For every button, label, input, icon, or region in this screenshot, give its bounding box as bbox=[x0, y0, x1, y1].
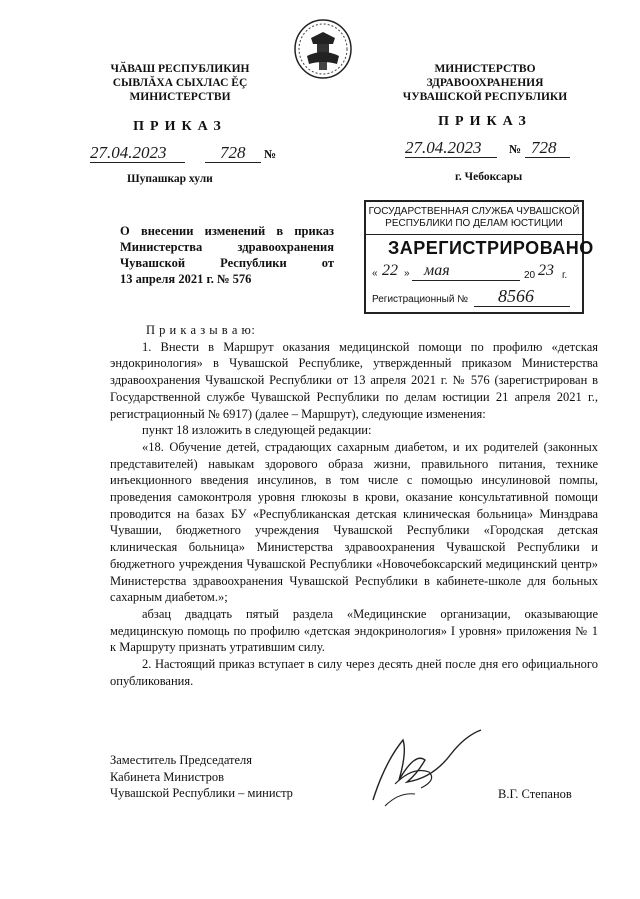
date-underline-right bbox=[405, 157, 497, 158]
order-title-right: ПРИКАЗ bbox=[438, 114, 532, 129]
signatory-title-line3: Чувашской Республики – министр bbox=[110, 786, 293, 801]
stamp-reg-number: 8566 bbox=[498, 286, 534, 306]
signatory-name: В.Г. Степанов bbox=[498, 787, 572, 801]
stamp-year-unit: г. bbox=[562, 270, 568, 281]
header-left-line2: СЫВЛĂХА СЫХЛАС ĔÇ bbox=[112, 77, 248, 89]
stamp-registered: ЗАРЕГИСТРИРОВАНО bbox=[388, 238, 594, 258]
header-left bbox=[80, 62, 280, 104]
header-right-line1: МИНИСТЕРСТВО bbox=[434, 63, 536, 75]
order-date-right: 27.04.2023 bbox=[405, 138, 482, 157]
number-underline-right bbox=[525, 157, 570, 158]
order-number-right: 728 bbox=[531, 138, 557, 157]
number-sign-left: № bbox=[264, 147, 277, 161]
number-sign-right: № bbox=[509, 142, 522, 156]
order-date-line-right bbox=[405, 138, 585, 160]
stamp-reg-label: Регистрационный № bbox=[372, 294, 468, 305]
stamp-year-prefix: 20 bbox=[524, 270, 536, 281]
signatory-title-line2: Кабинета Министров bbox=[110, 769, 225, 784]
stamp-org bbox=[366, 206, 582, 230]
stamp-date-row: « 22 » мая 20 23 г. bbox=[372, 262, 568, 281]
stamp-org-line2: РЕСПУБЛИКИ ПО ДЕЛАМ ЮСТИЦИИ bbox=[385, 218, 563, 229]
signatory-title bbox=[110, 752, 350, 802]
coat-of-arms-emblem bbox=[293, 18, 353, 80]
paragraph-1: 1. Внести в Маршрут оказания медицинской помощи по профилю «детская эндокринология» в Чувашской Республике, утвержденный приказом Министерства здравоохранения Чувашской Республики от 13 апреля 2021 г. № 576 (зарегистрирован в Государственной службе Чувашской Республики по делам юстиции 21 апреля 2021 г., регистрационный № 6917) (далее – Маршрут), следующие изменения: bbox=[110, 339, 598, 421]
number-underline-left bbox=[205, 162, 261, 163]
subject-line4: 13 апреля 2021 г. № 576 bbox=[120, 272, 252, 286]
order-subject bbox=[120, 223, 334, 287]
signatory-title-line1: Заместитель Председателя bbox=[110, 753, 253, 767]
paragraph-4: абзац двадцать пятый раздела «Медицинские организации, оказывающие медицинскую помощь по профилю «детская эндокринология» I уровня» приложения № 1 к Маршруту признать утратившим силу. bbox=[110, 606, 598, 655]
order-date-left: 27.04.2023 bbox=[90, 143, 167, 162]
header-left-line3: МИНИСТЕРСТВИ bbox=[129, 91, 231, 103]
stamp-month: мая bbox=[424, 262, 450, 279]
header-right bbox=[385, 62, 585, 104]
header-right-line3: ЧУВАШСКОЙ РЕСПУБЛИКИ bbox=[402, 91, 568, 103]
header-right-line2: ЗДРАВООХРАНЕНИЯ bbox=[426, 77, 544, 89]
handwritten-signature bbox=[355, 722, 495, 812]
order-date-line-left bbox=[90, 143, 290, 165]
subject-line1: О внесении изменений в приказ bbox=[120, 224, 334, 238]
place-right: г. Чебоксары bbox=[455, 171, 523, 183]
order-number-left: 728 bbox=[220, 143, 246, 162]
date-underline-left bbox=[90, 162, 185, 163]
header-left-line1: ЧӐВАШ РЕСПУБЛИКИН bbox=[110, 63, 250, 75]
order-body bbox=[110, 322, 598, 689]
stamp-day: 22 bbox=[382, 262, 398, 279]
paragraph-3: «18. Обучение детей, страдающих сахарным диабетом, и их родителей (законных представителей) навыкам здорового образа жизни, правильного питания, технике инъекционного введения инсулинов, в том числе с помощью инсулиновой помпы, проведения самоконтроля уровня глюкозы в крови, оказание консультативной помощи проводится на базах БУ «Республиканская детская клиническая больница» Минздрава Чувашии, бюджетного учреждения Чувашской Республики «Городская детская клиническая больница» Министерства здравоохранения Чувашской Республики и бюджетного учреждения Чувашской Республики «Новочебоксарский медицинский центр» Министерства здравоохранения Чувашской Республики в кабинете-школе для больных сахарным диабетом.»; bbox=[110, 439, 598, 605]
stamp-org-line1: ГОСУДАРСТВЕННАЯ СЛУЖБА ЧУВАШСКОЙ bbox=[368, 206, 580, 217]
stamp-year-suffix: 23 bbox=[538, 262, 554, 279]
registration-stamp bbox=[364, 200, 594, 314]
stamp-divider bbox=[366, 234, 582, 235]
paragraph-2: пункт 18 изложить в следующей редакции: bbox=[142, 423, 372, 438]
place-left: Шупашкар хули bbox=[127, 173, 213, 185]
subject-line3: Чувашской Республики от bbox=[120, 256, 334, 270]
paragraph-5: 2. Настоящий приказ вступает в силу через десять дней после дня его официального опубликования. bbox=[110, 657, 598, 688]
order-title-left: ПРИКАЗ bbox=[133, 119, 227, 134]
subject-line2: Министерства здравоохранения bbox=[120, 240, 334, 254]
stamp-reg-row bbox=[372, 288, 578, 308]
order-word: П р и к а з ы в а ю: bbox=[146, 323, 256, 337]
